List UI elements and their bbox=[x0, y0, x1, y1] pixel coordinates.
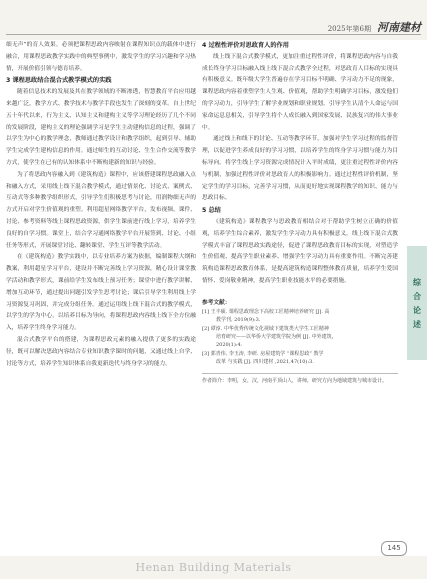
reference-list bbox=[202, 308, 398, 367]
section-4-heading: 4 过程性评价对思政育人的作用 bbox=[202, 42, 289, 49]
body-paragraph: 线上线下混合式教学模式，更加注重过程性评价，将课程思政内容与自我成长终身学习目标融入线上线下混合式教学全过程，对思政育人目标的实现具有积极意义。既年级大学生普遍存在学习目标不明确、学习动力不足的现象，课程思政内容着重塑学生人生观、价值观，帮助学生明确学习目标，激发他们的学习动力，引导学生了解学业规划和职业规划。引导学生认清个人命运与国家命运息息相关，引导学生将个人成长融入到国家发展、民族复兴的伟大事业中。 bbox=[202, 53, 398, 131]
footer-journal-name: Henan Building Materials bbox=[135, 561, 292, 574]
section-5-heading: 5 总结 bbox=[202, 207, 221, 215]
intro-paragraph: 细无声”的育人效果。必须把课程思政内容映射在课程知识点的载体中进行融合，用课程思政教学实践中的典型事例中，激发学生的学习兴趣和学习热情，开展价值引领与德育培养。 bbox=[6, 42, 196, 72]
side-tab-char: 合 bbox=[413, 291, 421, 301]
reference-item: [2] 谭淳. 中华优秀传统文化视域下建筑类大学生工匠精神 bbox=[202, 325, 329, 332]
reference-item-continued: 改革 与实践 [J]. 四川建材 ,2021,47(10):3. bbox=[216, 359, 314, 366]
header-divider bbox=[6, 34, 421, 35]
author-divider bbox=[202, 373, 398, 374]
author-note: 作者简介：李明，女，汉，河南平顶山人，讲师，研究方向为地域建筑与城市设计。 bbox=[202, 377, 388, 384]
body-paragraph: 随着信息技术的发展及其在教学领域的不断渗透，智慧教育平台应用越来越广泛，教学方式、教学技术与教学手段也发生了深刻的变革。自上世纪五十年代以来，行为主义、认知主义和建构主义等学习理论经历了几个不同的发展阶段，建构主义的理论强调学习是学生主动建构信息的过程，强调了以学生为中心的教学理念，教师通过教学设计和教学组织，起到引导、辅助学生完成学生建构信息的作用。通过师生的互动讨论、生生合作交流等教学方式，使学生在已有的认知体系中不断构建新的知识与经验。 bbox=[6, 89, 196, 166]
body-paragraph: 混合式教学平台的搭建，为课程思政元素的融入提供了更多的实践途径，既可以解决思政内容结合专业知识教学课时的问题，又通过线上自学、讨论等方式，培养学生知识体系自我更新迭代与终身学习的能力。 bbox=[6, 336, 196, 367]
section-3-heading: 3 课程思政结合混合式教学模式的实践 bbox=[6, 77, 112, 85]
reference-item: [3] 郭青伟, 李玉涛, 李研. 房屋建筑学 “课程思政” 教学 bbox=[202, 350, 324, 357]
journal-header bbox=[328, 20, 421, 34]
journal-title: 河南建材 bbox=[377, 21, 421, 34]
issue-label: 2025年第6期 bbox=[327, 25, 371, 33]
body-paragraph: 为了将思政内容融入到《建筑构造》课程中，应该搭建课程思政融入点和融入方式，采用线上线下混合教学模式，通过情景化、讨论式、案例式、互动式等多种教学组织形式，引导学生们积极思考与讨论，用润物细无声的方式开启对学生价值观的重塑。利用超星网络教学平台，发布视频、课件、讨论、参考资料等线上课程思政资源，供学生课前进行线上学习，培养学生良好的自学习惯。课堂上，结合学习通网络教学平台开展签到、讨论、小组任务等形式，开展课堂讨论、翻转课堂、学生互评等教学活动。 bbox=[6, 171, 196, 249]
body-paragraph: 通过线上和线下的讨论、互动等教学环节，加强对学生学习过程的监督管理，以促进学生养成良好的学习习惯，以培养学生的终身学习习惯与能力为目标导向。将学生线上学习资源完成情况计入平时成绩，更注重过程性评价内容与机制，加强过程性评价对思政育人的积极影响力。通过过程性评价机制，坚定学生的学习目标，完善学习习惯，从而更好地实现课程教学的知识、能力与思政目标。 bbox=[202, 136, 398, 202]
left-column bbox=[6, 40, 196, 370]
page-number: 145 bbox=[381, 541, 407, 556]
reference-item-continued: 培育研究——以华侨大学建筑学院为例 [J]. 中外建筑， bbox=[216, 333, 337, 340]
side-tab-char: 述 bbox=[413, 319, 421, 329]
side-tab-char: 综 bbox=[413, 277, 421, 287]
references-title: 参考文献： bbox=[202, 299, 231, 306]
reference-item: [1] 王丰硕. 课程思政理念下高校工匠精神培养研究 [J]. 高 bbox=[202, 308, 330, 315]
body-paragraph: 《建筑构造》课程教学与思政教育相结合对于帮助学生树立正确的价值观，培养学生综合素养，激发学生学习动力具有积极意义。线上线下混合式教学模式丰富了课程思政实践途径，促进了课程思政教育目标的实现，对塑造学生价值观、提高学生职业素养、增强学生学习动力具有重要作用。不断完善建筑构造课程思政教育体系，是提高建筑构造课程整体教育质量，培养学生爱国情怀、爱岗敬业精神，提高学生职业技能水平的必要措施。 bbox=[202, 218, 398, 284]
side-tab-char: 论 bbox=[413, 305, 421, 315]
reference-item-continued: 2020(1):4. bbox=[216, 342, 243, 349]
body-paragraph: 在《建筑构造》教学实践中，以专业培养方案为依据，编制课程大纲和教案，利用超星学习平台，建设并不断完善线上学习资源，精心设计课堂教学活动和教学形式，课前给学生发布线上预习任务；课堂中进行教学讲解、增加互动环节，通过提出问题引发学生思考讨论；课后引导学生利用线上学习资源复习巩固，并完成分组任务。通过运用线上线下混合式的教学模式，以学生的学为中心，以培养目标为导向，将课程思政内容线上线下全方位融入，培养学生终身学习能力。 bbox=[6, 254, 196, 332]
reference-item-continued: 教学刊, 2019(9):3. bbox=[216, 317, 261, 324]
right-column bbox=[202, 40, 398, 385]
section-side-tab bbox=[407, 246, 427, 360]
